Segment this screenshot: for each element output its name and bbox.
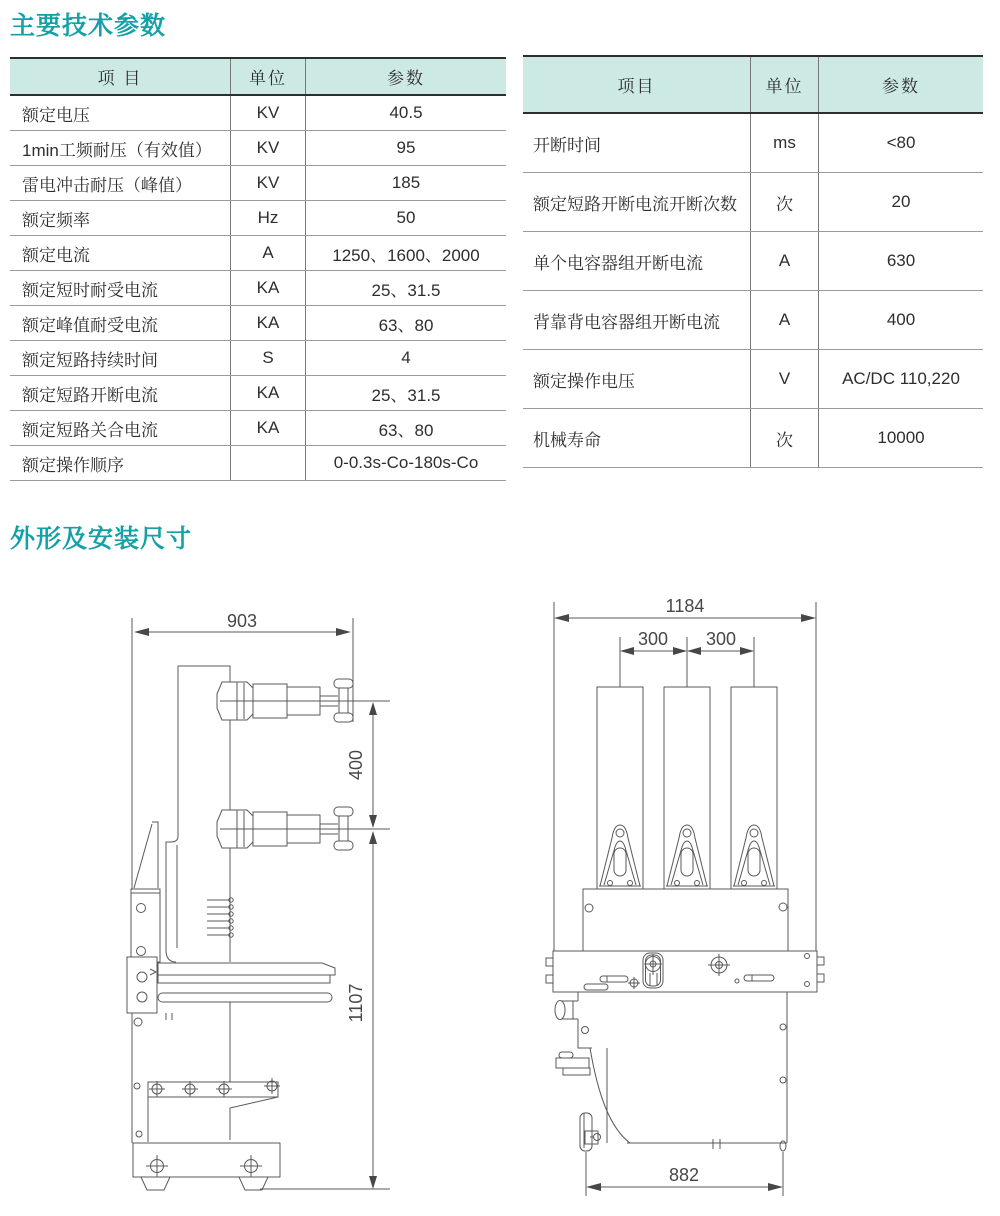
pole-bracket bbox=[599, 825, 641, 886]
param-unit: ms bbox=[751, 113, 819, 173]
param-value: 1250、1600、2000 bbox=[306, 236, 507, 271]
table-row bbox=[10, 376, 506, 411]
table-row bbox=[523, 173, 983, 232]
param-name: 单个电容器组开断电流 bbox=[523, 232, 751, 291]
param-unit: V bbox=[751, 350, 819, 409]
table-row bbox=[10, 306, 506, 341]
column-header-item: 项 目 bbox=[10, 58, 231, 95]
support-bracket bbox=[131, 822, 160, 962]
param-name: 额定频率 bbox=[10, 201, 231, 236]
param-unit: 次 bbox=[751, 409, 819, 468]
table-row bbox=[10, 271, 506, 306]
pole-column bbox=[731, 687, 777, 889]
param-value: 0-0.3s-Co-180s-Co bbox=[306, 446, 507, 481]
pole-column bbox=[664, 687, 710, 889]
param-unit: 次 bbox=[751, 173, 819, 232]
param-name: 额定短路关合电流 bbox=[10, 411, 231, 446]
svg-text:1107: 1107 bbox=[346, 983, 366, 1023]
param-unit: KA bbox=[231, 306, 306, 341]
base-frame bbox=[133, 1143, 280, 1190]
svg-text:1184: 1184 bbox=[665, 596, 705, 616]
param-value: 630 bbox=[819, 232, 984, 291]
front-view-drawing bbox=[546, 596, 824, 1196]
column-header-value: 参数 bbox=[819, 56, 984, 113]
table-header-row bbox=[10, 58, 506, 95]
param-value: 63、80 bbox=[306, 411, 507, 446]
coil-symbol bbox=[207, 848, 233, 962]
dimension-height-1107 bbox=[260, 831, 390, 1189]
table-row bbox=[10, 131, 506, 166]
param-name: 背靠背电容器组开断电流 bbox=[523, 291, 751, 350]
svg-text:400: 400 bbox=[346, 749, 366, 781]
table-row bbox=[10, 411, 506, 446]
param-value: 95 bbox=[306, 131, 507, 166]
param-name: 雷电冲击耐压（峰值） bbox=[10, 166, 231, 201]
pole-bracket bbox=[733, 825, 775, 886]
pole-mounting-plate bbox=[583, 889, 788, 951]
param-name: 1min工频耐压（有效值） bbox=[10, 131, 231, 166]
param-name: 额定短路持续时间 bbox=[10, 341, 231, 376]
svg-text:300: 300 bbox=[637, 629, 669, 649]
table-row bbox=[523, 232, 983, 291]
param-value: 20 bbox=[819, 173, 984, 232]
operating-handle bbox=[555, 1001, 578, 1020]
svg-text:903: 903 bbox=[226, 611, 258, 631]
pole-column bbox=[597, 687, 643, 889]
param-unit: A bbox=[751, 232, 819, 291]
side-view-drawing bbox=[127, 611, 390, 1190]
outline-installation-drawings bbox=[0, 560, 1000, 1216]
svg-text:300: 300 bbox=[705, 629, 737, 649]
table-row bbox=[10, 166, 506, 201]
lower-mounting-bracket bbox=[148, 1078, 280, 1142]
mechanism-box bbox=[555, 992, 787, 1151]
param-name: 额定电压 bbox=[10, 95, 231, 131]
param-name: 额定操作电压 bbox=[523, 350, 751, 409]
table-row bbox=[10, 446, 506, 481]
contact-arm bbox=[127, 957, 335, 1020]
param-value: 40.5 bbox=[306, 95, 507, 131]
outline-dimensions-title: 外形及安装尺寸 bbox=[10, 525, 193, 553]
svg-text:882: 882 bbox=[668, 1165, 700, 1185]
table-row bbox=[10, 236, 506, 271]
param-value: 63、80 bbox=[306, 306, 507, 341]
pole-bracket bbox=[666, 825, 708, 886]
dimension-pole-spacing-300-left bbox=[620, 629, 687, 655]
param-unit: KA bbox=[231, 271, 306, 306]
main-parameters-table-right bbox=[523, 55, 983, 468]
param-unit: KV bbox=[231, 95, 306, 131]
param-name: 额定峰值耐受电流 bbox=[10, 306, 231, 341]
param-unit: KV bbox=[231, 131, 306, 166]
param-value: 50 bbox=[306, 201, 507, 236]
table-header-row bbox=[523, 56, 983, 113]
table-row bbox=[523, 113, 983, 173]
param-unit: S bbox=[231, 341, 306, 376]
param-unit: KA bbox=[231, 376, 306, 411]
param-value: AC/DC 110,220 bbox=[819, 350, 984, 409]
column-header-unit: 单位 bbox=[751, 56, 819, 113]
mechanism-crossbeam bbox=[546, 951, 824, 992]
table-row bbox=[523, 409, 983, 468]
param-name: 额定电流 bbox=[10, 236, 231, 271]
dimension-pole-spacing-300-right bbox=[687, 629, 754, 655]
param-name: 额定短路开断电流开断次数 bbox=[523, 173, 751, 232]
param-unit: A bbox=[751, 291, 819, 350]
param-unit: A bbox=[231, 236, 306, 271]
column-header-item: 项目 bbox=[523, 56, 751, 113]
upper-terminal-bushing bbox=[217, 679, 390, 722]
param-value: 400 bbox=[819, 291, 984, 350]
param-unit: Hz bbox=[231, 201, 306, 236]
param-value: 185 bbox=[306, 166, 507, 201]
param-name: 额定短路开断电流 bbox=[10, 376, 231, 411]
param-value: <80 bbox=[819, 113, 984, 173]
table-row bbox=[523, 291, 983, 350]
param-unit: KA bbox=[231, 411, 306, 446]
table-row bbox=[10, 341, 506, 376]
param-name: 机械寿命 bbox=[523, 409, 751, 468]
lower-terminal-bushing bbox=[217, 807, 390, 850]
interlock-latch bbox=[580, 1113, 601, 1151]
table-row bbox=[10, 95, 506, 131]
table-row bbox=[523, 350, 983, 409]
param-value: 25、31.5 bbox=[306, 376, 507, 411]
main-parameters-table-left bbox=[10, 57, 506, 481]
column-header-value: 参数 bbox=[306, 58, 507, 95]
table-row bbox=[10, 201, 506, 236]
param-value: 10000 bbox=[819, 409, 984, 468]
dimension-width-1184 bbox=[554, 596, 816, 622]
param-value: 4 bbox=[306, 341, 507, 376]
dimension-base-width-882 bbox=[586, 1152, 783, 1196]
param-name: 额定短时耐受电流 bbox=[10, 271, 231, 306]
param-name: 额定操作顺序 bbox=[10, 446, 231, 481]
param-name: 开断时间 bbox=[523, 113, 751, 173]
column-header-unit: 单位 bbox=[231, 58, 306, 95]
param-unit: KV bbox=[231, 166, 306, 201]
param-value: 25、31.5 bbox=[306, 271, 507, 306]
main-parameters-title: 主要技术参数 bbox=[10, 12, 167, 40]
param-unit bbox=[231, 446, 306, 481]
